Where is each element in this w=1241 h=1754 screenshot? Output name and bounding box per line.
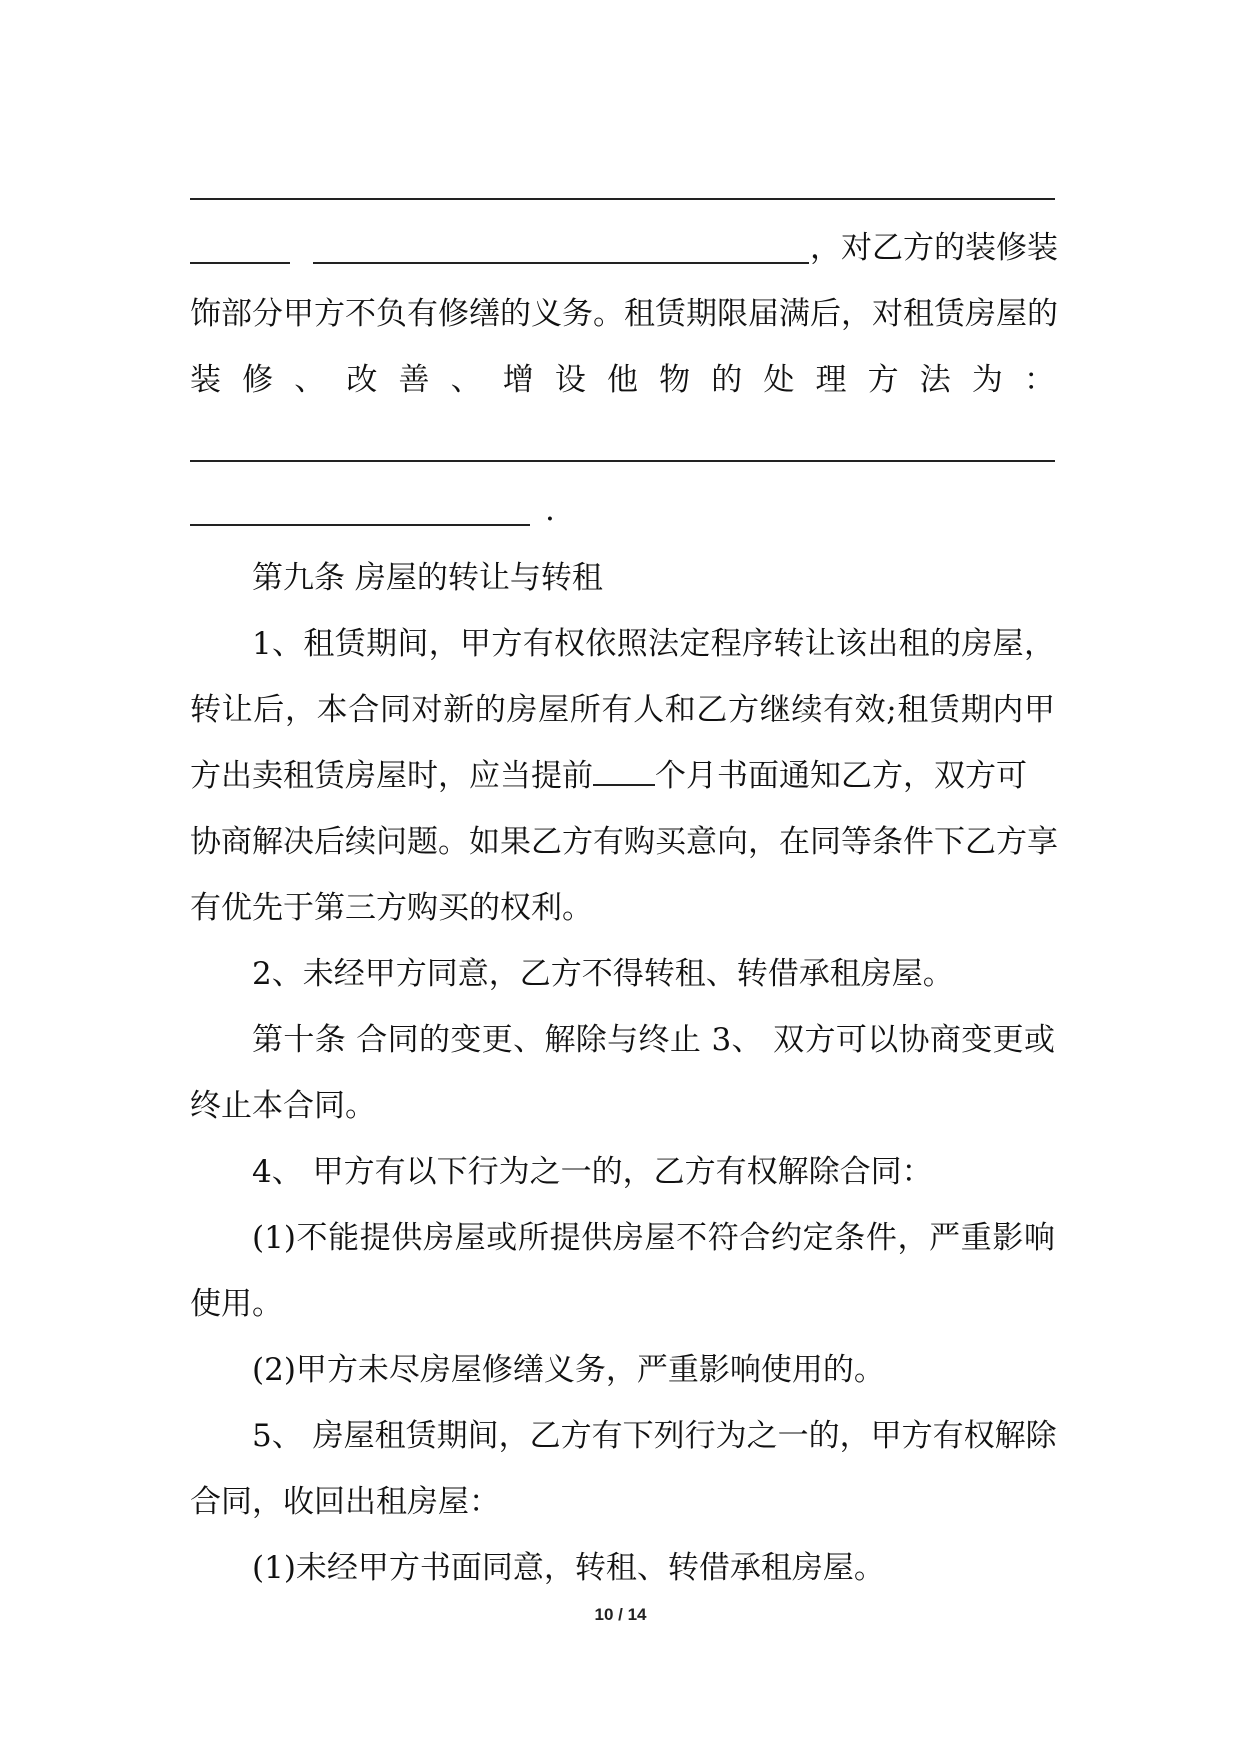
blank-line (190, 524, 530, 526)
blank-line (190, 198, 1055, 200)
blank-line (313, 262, 809, 264)
paragraph-line: 合同，收回出租房屋： (190, 1484, 500, 1520)
paragraph-line: 2、未经甲方同意，乙方不得转租、转借承租房屋。 (252, 956, 954, 992)
paragraph-text: 个月书面通知乙方，双方可 (655, 758, 1027, 794)
paragraph-line: 使用。 (190, 1286, 283, 1322)
paragraph-line: (2)甲方未尽房屋修缮义务，严重影响使用的。 (252, 1352, 885, 1388)
paragraph-line: 协商解决后续问题。如果乙方有购买意向，在同等条件下乙方享 (190, 824, 1058, 860)
paragraph-line: 1、租赁期间，甲方有权依照法定程序转让该出租的房屋， (252, 626, 1055, 662)
paragraph-line: (1)不能提供房屋或所提供房屋不符合约定条件，严重影响 (252, 1220, 1055, 1256)
paragraph-line: 有优先于第三方购买的权利。 (190, 890, 593, 926)
page-number: 10 / 14 (594, 1605, 647, 1624)
paragraph-line: 5、 房屋租赁期间，乙方有下列行为之一的，甲方有权解除 (252, 1418, 1057, 1454)
paragraph-line: (1)未经甲方书面同意，转租、转借承租房屋。 (252, 1550, 885, 1586)
blank-line (190, 262, 290, 264)
paragraph-line: 饰部分甲方不负有修缮的义务。租赁期限届满后，对租赁房屋的 (190, 296, 1058, 332)
paragraph-line: 4、 甲方有以下行为之一的，乙方有权解除合同： (252, 1154, 933, 1190)
paragraph-line: 终止本合同。 (190, 1088, 376, 1124)
section-heading: 第九条 房屋的转让与转租 (252, 560, 603, 596)
blank-line (593, 758, 655, 786)
paragraph-line: . (545, 492, 555, 528)
paragraph-line: 装修、改善、增设他物的处理方法为： (190, 362, 1055, 398)
blank-line (190, 460, 1055, 462)
paragraph-text: 方出卖租赁房屋时，应当提前 (190, 758, 593, 794)
section-heading: 第十条 合同的变更、解除与终止 3、 双方可以协商变更或 (252, 1022, 1055, 1058)
paragraph-line: 转让后，本合同对新的房屋所有人和乙方继续有效;租赁期内甲 (190, 692, 1055, 728)
paragraph-line: ，对乙方的装修装 (810, 230, 1058, 266)
paragraph-line (190, 743, 1055, 809)
